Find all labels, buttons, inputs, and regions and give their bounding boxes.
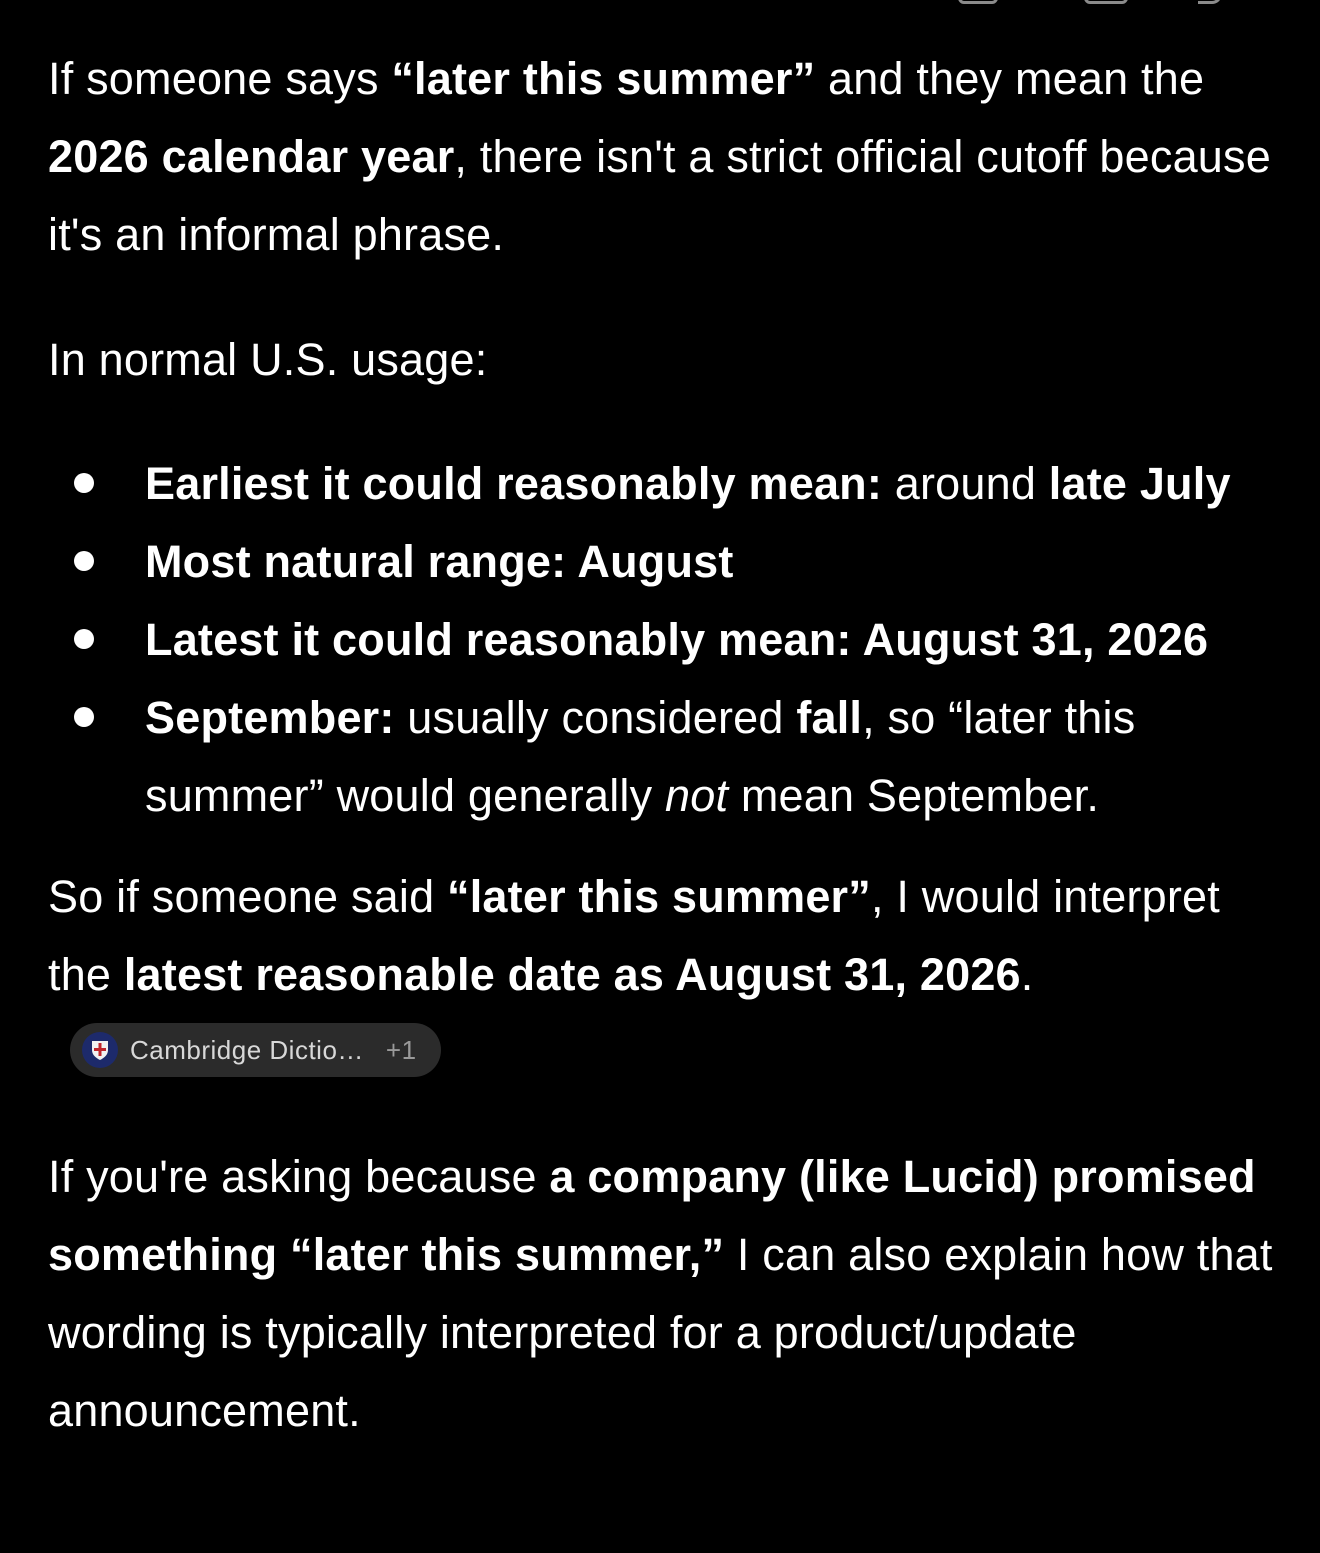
text: and they mean the (815, 53, 1205, 104)
text: , I would interpret the (48, 871, 1220, 1000)
text: So if someone said (48, 871, 448, 922)
text: If you're asking because (48, 1151, 550, 1202)
bold-text: a company (like Lucid) promised something “later this summer,” (48, 1151, 1256, 1280)
bold-text: Latest it could reasonably mean: August 31, 2026 (145, 614, 1209, 665)
bold-text: late July (1048, 458, 1231, 509)
citation-chip[interactable] (70, 1023, 441, 1077)
paragraph-intro (48, 40, 1288, 274)
thumbs-icon[interactable] (1084, 0, 1128, 4)
bullet-icon (74, 551, 94, 571)
list-item (48, 679, 1288, 835)
bold-text: Earliest it could reasonably mean: (145, 458, 883, 509)
text: , there isn't a strict official cutoff because it's an informal phrase. (48, 131, 1271, 260)
text: usually considered (394, 692, 797, 743)
assistant-message (48, 40, 1288, 1450)
text: If someone says (48, 53, 392, 104)
bold-text: September: (145, 692, 395, 743)
bold-text: latest reasonable date as August 31, 2026 (123, 949, 1021, 1000)
bold-text: 2026 calendar year (48, 131, 455, 182)
text: . (1020, 949, 1034, 1000)
text: , so “later this summer” would generally (145, 692, 1136, 821)
list-item (48, 523, 1288, 601)
paragraph-followup (48, 1138, 1288, 1450)
toolbar-partial (0, 0, 1320, 6)
copy-icon[interactable] (958, 0, 998, 4)
cambridge-crest-icon (82, 1032, 118, 1068)
italic-text: not (665, 770, 729, 821)
citation-count: +1 (385, 1035, 417, 1066)
paragraph-conclusion (48, 858, 1288, 1092)
bold-text: “later this summer” (391, 53, 816, 104)
bullet-icon (74, 629, 94, 649)
text: around (882, 458, 1049, 509)
paragraph-usage: In normal U.S. usage: (48, 334, 488, 385)
citation-source: Cambridge Dictio… (130, 1035, 364, 1066)
bullet-icon (74, 473, 94, 493)
list-item (48, 601, 1288, 679)
list-item (48, 445, 1288, 523)
bold-text: “later this summer” (447, 871, 871, 922)
text: I can also explain how that wording is typically interpreted for a product/update announcement. (48, 1229, 1273, 1436)
share-icon[interactable] (1198, 0, 1222, 4)
bold-text: fall (796, 692, 863, 743)
text: mean September. (728, 770, 1100, 821)
bold-text: Most natural range: August (145, 536, 734, 587)
bullet-icon (74, 707, 94, 727)
bullet-list (48, 445, 1288, 835)
